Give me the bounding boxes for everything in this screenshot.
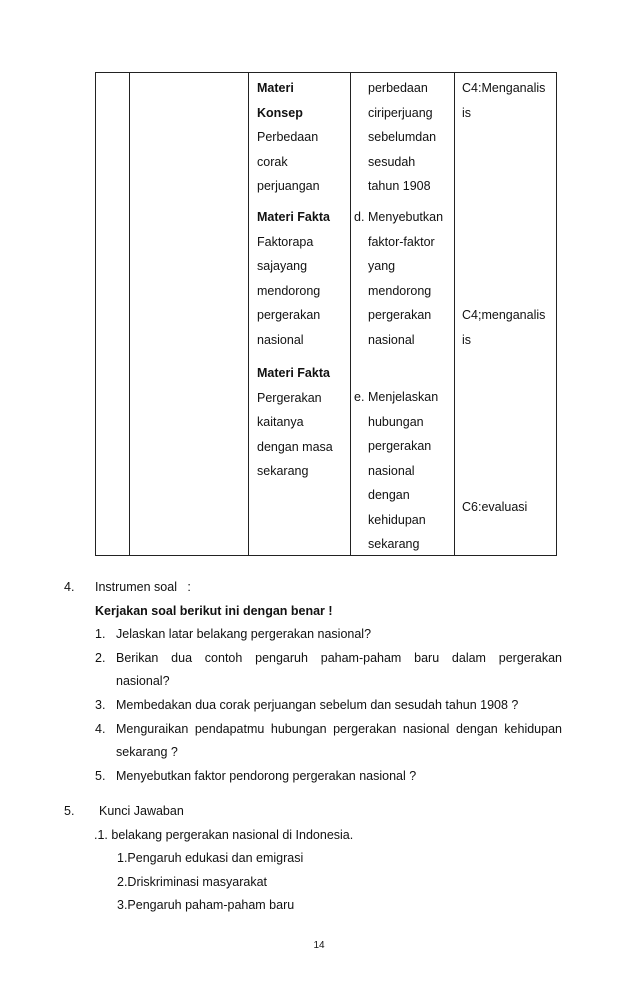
table-column-divider bbox=[454, 73, 455, 555]
answer-key-item: 1.Pengaruh edukasi dan emigrasi bbox=[117, 851, 304, 865]
question-4-text-continued: sekarang ? bbox=[116, 745, 178, 759]
section-4-instruction: Kerjakan soal berikut ini dengan benar ! bbox=[95, 604, 333, 618]
question-2-text-continued: nasional? bbox=[116, 674, 170, 688]
question-5-text: Menyebutkan faktor pendorong pergerakan nasional ? bbox=[116, 769, 417, 783]
question-2-number: 2. bbox=[95, 651, 106, 665]
section-4-title: Instrumen soal : bbox=[95, 580, 191, 594]
section-5-number: 5. bbox=[64, 804, 75, 818]
question-1-number: 1. bbox=[95, 627, 106, 641]
learning-objectives-table bbox=[95, 72, 557, 556]
question-3-number: 3. bbox=[95, 698, 106, 712]
question-4-number: 4. bbox=[95, 722, 106, 736]
cognitive-level-cell-3: C6:evaluasi bbox=[462, 500, 528, 514]
section-4-number: 4. bbox=[64, 580, 75, 594]
indicator-marker-d: d. bbox=[354, 210, 365, 224]
section-5-title: Kunci Jawaban bbox=[99, 804, 184, 818]
answer-key-item: 3.Pengaruh paham-paham baru bbox=[117, 898, 295, 912]
indicator-marker-e: e. bbox=[354, 390, 365, 404]
cognitive-level-cell-1: C4:Menganalis is bbox=[462, 81, 546, 120]
indicator-cell-3: Menjelaskan hubungan pergerakan nasional dengan kehidupan sekarang bbox=[368, 390, 439, 551]
table-column-divider bbox=[350, 73, 351, 555]
question-1-text: Jelaskan latar belakang pergerakan nasional? bbox=[116, 627, 372, 641]
indicator-cell-2: Menyebutkan faktor-faktor yang mendorong pergerakan nasional bbox=[368, 210, 444, 347]
indicator-cell-1: perbedaan ciriperjuang sebelumdan sesudah tahun 1908 bbox=[368, 81, 437, 193]
table-column-divider bbox=[129, 73, 130, 555]
answer-key-item: 2.Driskriminasi masyarakat bbox=[117, 875, 268, 889]
materi-konsep-cell: Materi Konsep Perbedaan corak perjuangan bbox=[257, 81, 320, 193]
materi-fakta-cell-2: Materi Fakta Pergerakan kaitanya dengan masa sekarang bbox=[257, 366, 333, 478]
materi-fakta-cell-1: Materi Fakta Faktorapa sajayang mendorong pergerakan nasional bbox=[257, 210, 330, 347]
cognitive-level-cell-2: C4;menganalis is bbox=[462, 308, 546, 347]
question-2-text: Berikan dua contoh pengaruh paham-paham baru dalam pergerakan bbox=[116, 651, 562, 665]
page-number: 14 bbox=[313, 940, 325, 951]
answer-key-line-1: .1. belakang pergerakan nasional di Indonesia. bbox=[94, 828, 354, 842]
table-column-divider bbox=[248, 73, 249, 555]
question-3-text: Membedakan dua corak perjuangan sebelum dan sesudah tahun 1908 ? bbox=[116, 698, 519, 712]
question-5-number: 5. bbox=[95, 769, 106, 783]
question-4-text: Menguraikan pendapatmu hubungan pergerakan nasional dengan kehidupan bbox=[116, 722, 562, 736]
